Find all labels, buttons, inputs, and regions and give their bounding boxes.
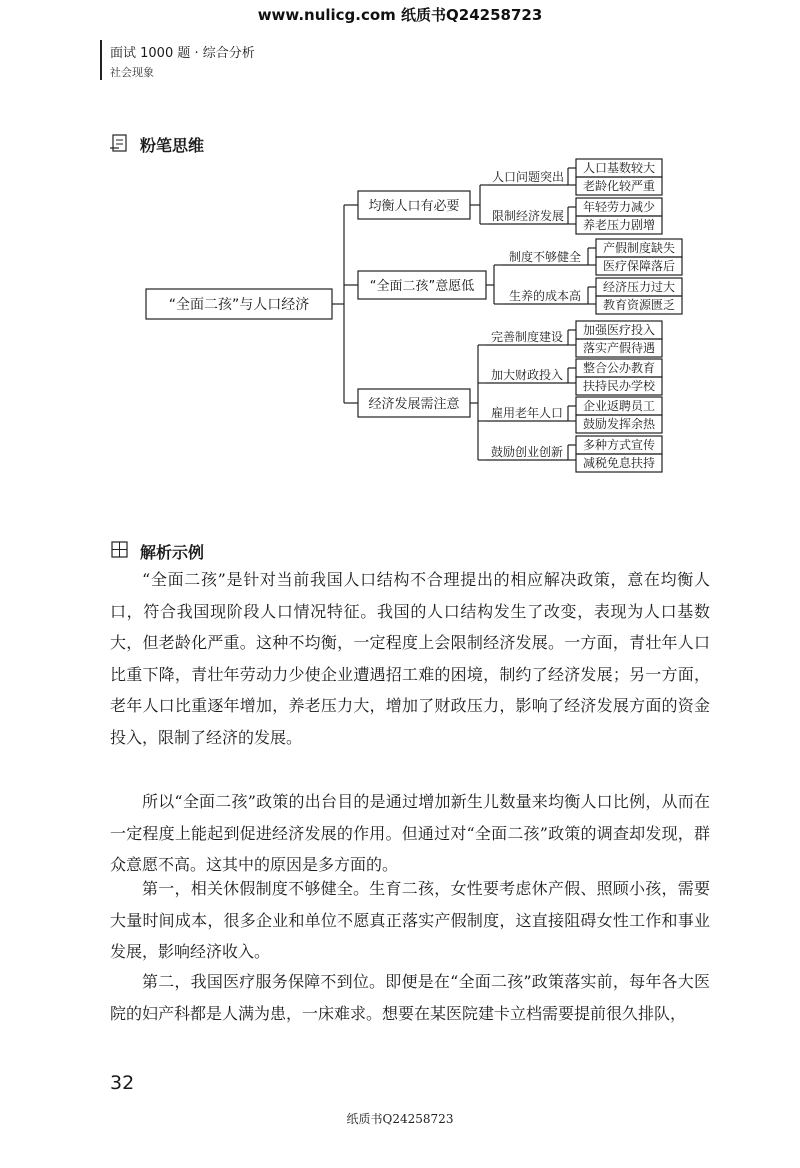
paragraph: “全面二孩”是针对当前我国人口结构不合理提出的相应解决政策，意在均衡人口，符合我国现阶段人口情况特征。我国的人口结构发生了改变，表现为人口基数大，但老龄化严重。这种不均衡，一定程度上会限制经济发展。一方面，青壮年人口比重下降，青壮年劳动力少使企业遭遇招工难的困境，制约了经济发展；另一方面，老年人口比重逐年增加，养老压力大，增加了财政压力，影响了经济发展方面的资金投入，限制了经济的发展。 [110,570,710,747]
book-title: 面试 1000 题 · 综合分析 [110,46,255,61]
mindmap-leaf: 养老压力剧增 [582,218,656,232]
section-title-thinking: 粉笔思维 [140,136,205,155]
grid-icon [110,540,130,560]
mindmap-sub: 鼓励创业创新 [490,445,564,459]
mindmap-leaf: 医疗保障落后 [602,259,676,273]
mindmap-leaf: 企业返聘员工 [582,399,656,413]
mindmap-sub: 完善制度建设 [490,330,564,344]
mindmap-leaf: 整合公办教育 [582,361,656,375]
paragraph: 第一，相关休假制度不够健全。生育二孩，女性要考虑休产假、照顾小孩，需要大量时间成本，很多企业和单位不愿真正落实产假制度，这直接阻碍女性工作和事业发展，影响经济收入。 [110,879,710,961]
mindmap-root: “全面二孩”与人口经济 [168,297,310,313]
mindmap-branch: 经济发展需注意 [368,397,460,412]
mindmap-leaf: 年轻劳力减少 [582,200,656,214]
mindmap-leaf: 产假制度缺失 [602,241,676,255]
section-title-analysis: 解析示例 [140,543,205,562]
mindmap-leaf: 减税免息扶持 [582,456,656,470]
bottom-watermark: 纸质书Q24258723 [346,1112,454,1126]
mindmap-branch: 均衡人口有必要 [368,199,460,214]
mindmap-leaf: 老龄化较严重 [582,179,656,193]
mindmap-leaf: 鼓励发挥余热 [582,417,656,431]
mindmap-sub: 加大财政投入 [490,368,564,382]
mindmap-sub: 雇用老年人口 [490,406,564,420]
mindmap-leaf: 落实产假待遇 [582,341,656,355]
mindmap-branch: “全面二孩”意愿低 [369,279,475,294]
mindmap-leaf: 教育资源匮乏 [602,298,676,312]
mindmap-leaf: 人口基数较大 [582,161,656,175]
mindmap-sub: 生养的成本高 [508,289,582,303]
mindmap-leaf: 扶持民办学校 [582,379,656,393]
top-watermark: www.nulicg.com 纸质书Q24258723 [257,6,543,24]
mindmap-leaf: 经济压力过大 [602,280,676,294]
mind-map [0,0,800,500]
mindmap-leaf: 加强医疗投入 [582,323,656,337]
page-number: 32 [110,1072,135,1094]
paragraph: 第二，我国医疗服务保障不到位。即便是在“全面二孩”政策落实前，每年各大医院的妇产科都是人满为患，一床难求。想要在某医院建卡立档需要提前很久排队， [110,972,710,1023]
chapter-subtitle: 社会现象 [110,66,154,79]
mindmap-sub: 人口问题突出 [491,170,565,184]
mindmap-sub: 制度不够健全 [508,250,582,264]
paragraph: 所以“全面二孩”政策的出台目的是通过增加新生儿数量来均衡人口比例，从而在一定程度上能起到促进经济发展的作用。但通过对“全面二孩”政策的调查却发现，群众意愿不高。这其中的原因是多方面的。 [110,792,710,874]
mindmap-sub: 限制经济发展 [491,209,565,223]
mindmap-leaf: 多种方式宣传 [582,438,656,452]
